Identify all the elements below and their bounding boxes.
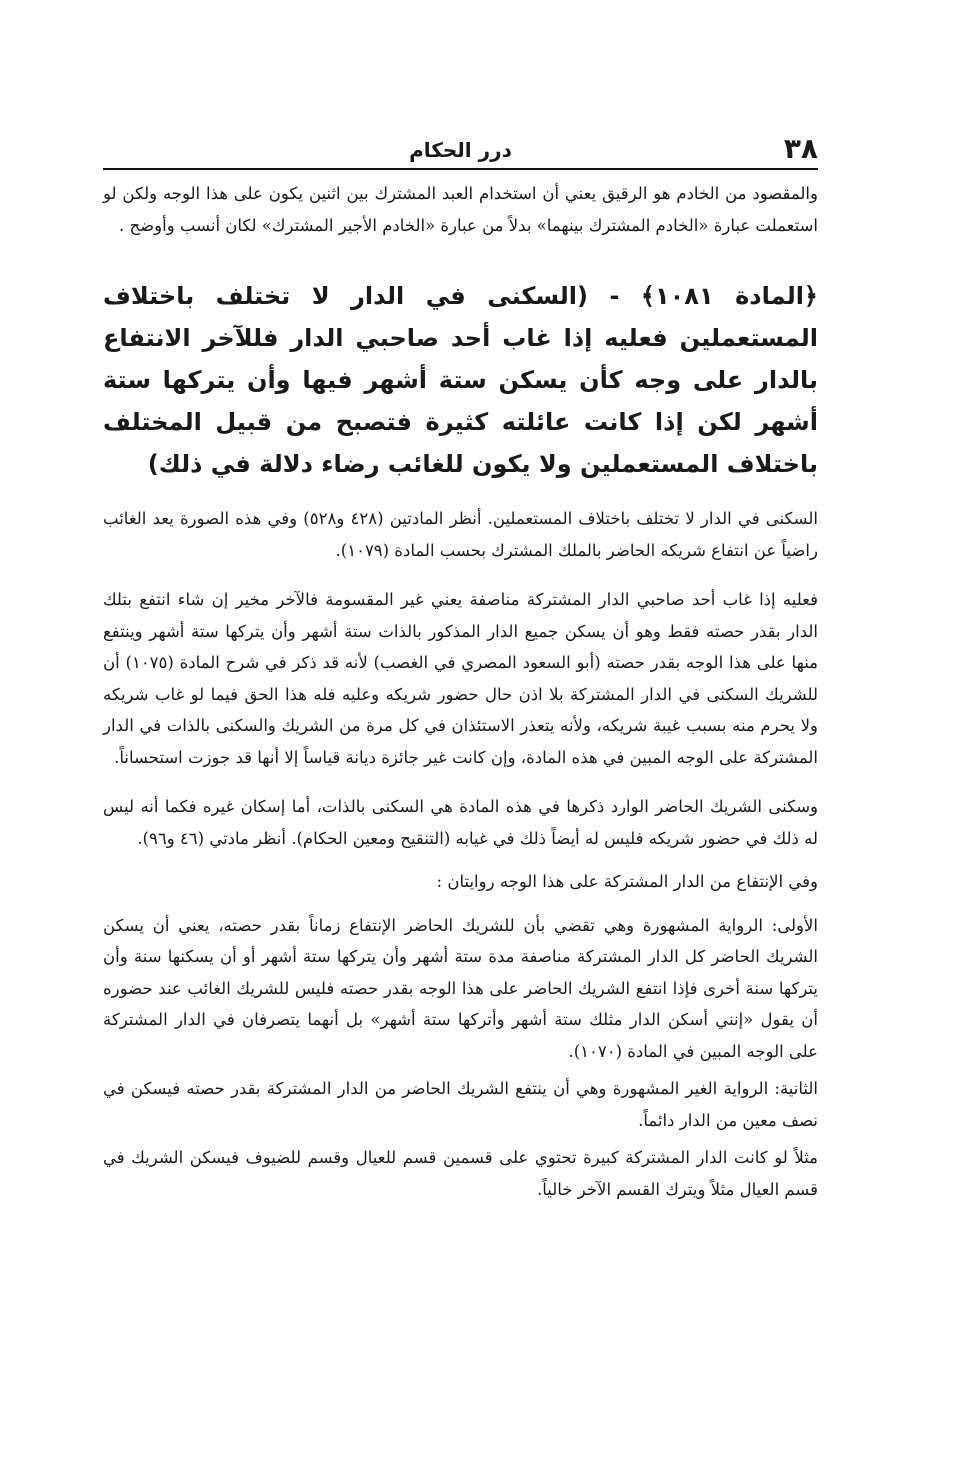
running-header: [103, 130, 818, 170]
paragraph-first-narration: الأولى: الرواية المشهورة وهي تقضي بأن للشريك الحاضر الإنتفاع زماناً بقدر حصته، يعني أن يسكن الشريك الحاضر كل الدار المشتركة مناصفة مدة ستة أشهر وأن يتركها ستة أشهر أو أن يسكنها سنة وأن يتركها سنة أخرى فإذا انتفع الشريك الحاضر على هذا الوجه بقدر حصته فليس للشريك الغائب عند حضوره أن يقول «إنني أسكن الدار مثلك ستة أشهر وأتركها ستة أشهر» بل أنهما يتصرفان في الدار المشتركة على الوجه المبين في المادة (١٠٧٠).: [103, 915, 818, 1061]
paragraph-dwelling-not-differing: السكنى في الدار لا تختلف باختلاف المستعملين. أنظر المادتين (٤٢٨ و٥٢٨) وفي هذه الصورة يعد الغائب راضياً عن انتفاع شريكه الحاضر بالملك المشترك بحسب المادة (١٠٧٩).: [103, 509, 818, 560]
paragraph-second-narration: الثانية: الرواية الغير المشهورة وهي أن ينتفع الشريك الحاضر من الدار المشتركة بقدر حصته فيسكن في نصف معين من الدار دائماً.: [103, 1079, 818, 1130]
paragraph-absent-partner: فعليه إذا غاب أحد صاحبي الدار المشتركة مناصفة يعني غير المقسومة فالآخر مخير إن شاء انتفع بتلك الدار بقدر حصته فقط وهو أن يسكن جميع الدار المذكور بالذات ستة أشهر وأن يتركها ستة أشهر وينتفع منها على هذا الوجه بقدر حصته (أبو السعود المصري في الغصب) لأنه قد ذكر في شرح المادة (١٠٧٥) أن للشريك السكنى في الدار المشتركة بلا اذن حال حضور شريكه وعليه فله هذا الحق فيما لو غاب شريكه ولا يحرم منه بسبب غيبة شريكه، ولأنه يتعذر الاستئذان في كل مرة من الشريك والسكنى بالذات في الدار المشتركة على الوجه المبين في هذه المادة، وإن كانت غير جائزة ديانة قياساً إلا أنها قد جوزت استحساناً.: [103, 590, 819, 767]
article-1081-heading: ﴿المادة ١٠٨١﴾ - (السكنى في الدار لا تختلف باختلاف المستعملين فعليه إذا غاب أحد صاحبي الدار فللآخر الانتفاع بالدار على وجه كأن يسكن ستة أشهر فيها وأن يتركها ستة أشهر لكن إذا كانت عائلته كثيرة فتصبح من قبيل المختلف باختلاف المستعملين ولا يكون للغائب رضاء دلالة في ذلك): [103, 282, 818, 478]
book-title: درر الحكام: [409, 138, 512, 162]
paragraph-example: مثلاً لو كانت الدار المشتركة كبيرة تحتوي على قسمين قسم للعيال وقسم للضيوف فيسكن الشريك في قسم العيال مثلاً ويترك القسم الآخر خالياً.: [103, 1148, 818, 1199]
paragraph-present-partner-residence: وسكنى الشريك الحاضر الوارد ذكرها في هذه المادة هي السكنى بالذات، أما إسكان غيره فكما أنه ليس له ذلك في حضور شريكه فليس له أيضاً ذلك في غيابه (التنقيح ومعين الحكام). أنظر مادتي (٤٦ و٩٦).: [103, 797, 818, 848]
book-page: [103, 130, 818, 1205]
page-body: [103, 178, 818, 1205]
paragraph-servant-definition: والمقصود من الخادم هو الرقيق يعني أن استخدام العبد المشترك بين اثنين يكون على هذا الوجه ولكن لو استعملت عبارة «الخادم المشترك بينهما» بدلاً من عبارة «الخادم الأجير المشترك» لكان أنسب وأوضح .: [103, 184, 818, 235]
page-number: ٣٨: [783, 132, 818, 165]
paragraph-two-narrations: وفي الإنتفاع من الدار المشتركة على هذا الوجه روايتان :: [436, 872, 818, 891]
